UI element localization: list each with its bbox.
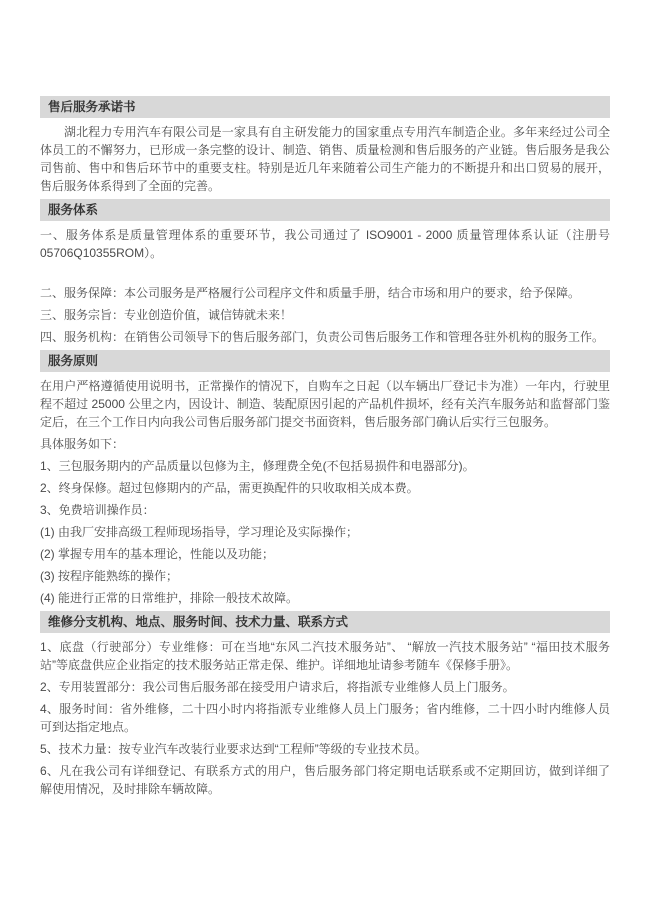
blank-line xyxy=(40,266,610,280)
paragraph: (1) 由我厂安排高级工程师现场指导，学习理论及实际操作； xyxy=(40,525,359,539)
section-heading: 服务体系 xyxy=(40,199,610,221)
paragraph: 在用户严格遵循使用说明书，正常操作的情况下，自购车之日起（以车辆出厂登记卡为准）一年内，行驶里程不超过 25000 公里之内，因设计、制造、装配原因引起的产品机件损坏，经有关汽车服务站和监督部门鉴定后，在三个工作日内向我公司售后服务部门提交书面资料，售后服务部门确认后实行三包服务。 xyxy=(40,379,610,429)
paragraph: 三、服务宗旨：专业创造价值，诚信铸就未来！ xyxy=(40,308,293,322)
section-heading: 服务原则 xyxy=(40,350,610,372)
paragraph: 3、免费培训操作员： xyxy=(40,503,155,517)
section-heading: 售后服务承诺书 xyxy=(40,96,610,118)
document xyxy=(40,96,610,802)
paragraph: 二、服务保障：本公司服务是严格履行公司程序文件和质量手册，结合市场和用户的要求，给予保障。 xyxy=(40,286,581,300)
paragraph: 四、服务机构：在销售公司领导下的售后服务部门，负责公司售后服务工作和管理各驻外机构的服务工作。 xyxy=(40,330,605,344)
paragraph: 6、凡在我公司有详细登记、有联系方式的用户，售后服务部门将定期电话联系或不定期回访，做到详细了解使用情况，及时排除车辆故障。 xyxy=(40,764,610,796)
doc-section xyxy=(40,96,610,195)
paragraph: 具体服务如下： xyxy=(40,437,125,451)
paragraph: 一、服务体系是质量管理体系的重要环节，我公司通过了 ISO9001 - 2000 质量管理体系认证（注册号 05706Q10355ROM）。 xyxy=(40,228,610,260)
section-heading: 维修分支机构、地点、服务时间、技术力量、联系方式 xyxy=(40,611,610,633)
paragraph: 1、底盘（行驶部分）专业维修：可在当地“东风二汽技术服务站”、 “解放一汽技术服务站” “福田技术服务站”等底盘供应企业指定的技术服务站正常走保、维护。详细地址请参考随车《保修手册》。 xyxy=(40,640,610,672)
paragraph: (3) 按程序能熟练的操作； xyxy=(40,569,179,583)
paragraph: 1、三包服务期内的产品质量以包修为主，修理费全免(不包括易损件和电器部分)。 xyxy=(40,459,475,473)
paragraph: 2、终身保修。超过包修期内的产品，需更换配件的只收取相关成本费。 xyxy=(40,481,419,495)
doc-section xyxy=(40,611,610,798)
paragraph: (2) 掌握专用车的基本理论，性能以及功能； xyxy=(40,547,275,561)
paragraph: 4、服务时间：省外维修，二十四小时内将指派专业维修人员上门服务；省内维修，二十四小时内维修人员可到达指定地点。 xyxy=(40,702,610,734)
paragraph: 湖北程力专用汽车有限公司是一家具有自主研发能力的国家重点专用汽车制造企业。多年来经过公司全体员工的不懈努力，已形成一条完整的设计、制造、销售、质量检测和售后服务的产业链。售后服务是我公司售前、售中和售后环节中的重要支柱。特别是近几年来随着公司生产能力的不断提升和出口贸易的展开，售后服务体系得到了全面的完善。 xyxy=(40,125,610,193)
doc-section xyxy=(40,350,610,607)
paragraph: 2、专用装置部分：我公司售后服务部在接受用户请求后，将指派专业维修人员上门服务。 xyxy=(40,680,515,694)
paragraph: 5、技术力量：按专业汽车改装行业要求达到“工程师”等级的专业技术员。 xyxy=(40,742,427,756)
paragraph: (4) 能进行正常的日常维护，排除一般技术故障。 xyxy=(40,591,299,605)
doc-section xyxy=(40,199,610,346)
